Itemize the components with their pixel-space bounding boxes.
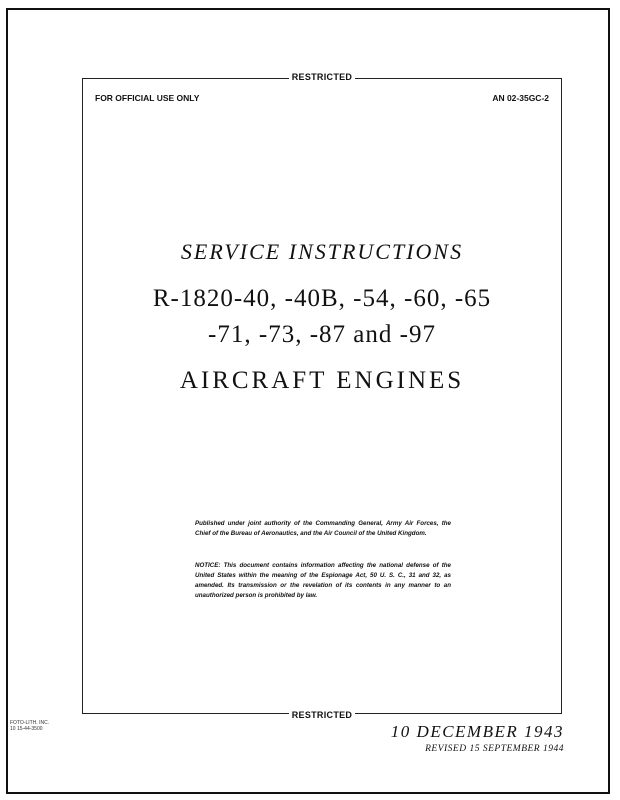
revision-date: REVISED 15 SEPTEMBER 1944	[425, 744, 564, 754]
printer-line-2: 10 15-44-3500	[10, 726, 43, 732]
document-subject: AIRCRAFT ENGINES	[179, 367, 465, 394]
document-title: SERVICE INSTRUCTIONS	[180, 239, 464, 264]
document-number: AN 02-35GC-2	[492, 93, 549, 103]
notice-paragraph: NOTICE: This document contains information affecting the national defense of the United States within the meaning of the Espionage Act, 50 U. S. C., 31 and 32, as amended. Its transmission or the revelation of its contents in any manner to an unauthorized person is prohibited by law.	[195, 562, 451, 599]
use-notice: FOR OFFICIAL USE ONLY	[95, 93, 200, 103]
classification-top: RESTRICTED	[83, 72, 561, 82]
printer-line-1: FOTO-LITH. INC.	[10, 720, 50, 726]
engine-models-line-1: R-1820-40, -40B, -54, -60, -65	[152, 285, 492, 312]
authority-paragraph: Published under joint authority of the Commanding General, Army Air Forces, the Chief of the Bureau of Aeronautics, and the Air Council of the United Kingdom.	[195, 520, 451, 537]
printer-imprint	[10, 720, 49, 732]
issue-date: 10 DECEMBER 1943	[390, 722, 564, 741]
classification-bottom: RESTRICTED	[83, 710, 561, 720]
engine-models-line-2: -71, -73, -87 and -97	[208, 321, 436, 348]
cover-box	[82, 72, 562, 720]
